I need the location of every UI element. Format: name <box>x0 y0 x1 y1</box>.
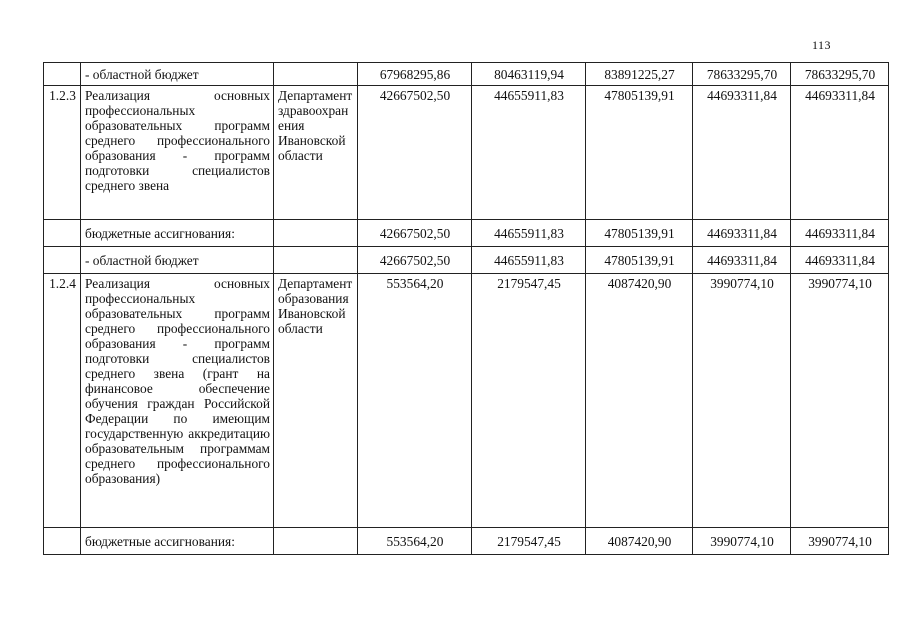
value-cell: 3990774,10 <box>693 528 791 555</box>
row-department <box>274 63 358 86</box>
row-department: Департамент здравоохранения Ивановской области <box>274 86 358 220</box>
table-row <box>44 528 889 555</box>
value-cell: 47805139,91 <box>586 247 693 274</box>
value-cell: 2179547,45 <box>472 274 586 528</box>
value-cell: 4087420,90 <box>586 528 693 555</box>
value-cell: 44693311,84 <box>791 247 889 274</box>
value-cell: 44693311,84 <box>693 86 791 220</box>
budget-table <box>43 62 889 555</box>
value-cell: 44693311,84 <box>693 247 791 274</box>
row-code: 1.2.3 <box>44 86 81 220</box>
value-cell: 2179547,45 <box>472 528 586 555</box>
value-cell: 44693311,84 <box>791 220 889 247</box>
value-cell: 553564,20 <box>358 274 472 528</box>
value-cell: 3990774,10 <box>693 274 791 528</box>
value-cell: 44693311,84 <box>693 220 791 247</box>
row-department <box>274 220 358 247</box>
value-cell: 80463119,94 <box>472 63 586 86</box>
value-cell: 4087420,90 <box>586 274 693 528</box>
value-cell: 67968295,86 <box>358 63 472 86</box>
row-label: Реализация основных профессиональных образовательных программ среднего профессионального образования - программ подготовки специалистов среднего звена <box>81 86 274 220</box>
row-code <box>44 220 81 247</box>
value-cell: 44655911,83 <box>472 86 586 220</box>
value-cell: 78633295,70 <box>693 63 791 86</box>
value-cell: 44655911,83 <box>472 220 586 247</box>
value-cell: 83891225,27 <box>586 63 693 86</box>
row-department: Департамент образования Ивановской области <box>274 274 358 528</box>
value-cell: 47805139,91 <box>586 86 693 220</box>
table-row <box>44 274 889 528</box>
value-cell: 44693311,84 <box>791 86 889 220</box>
row-label: - областной бюджет <box>81 63 274 86</box>
row-code <box>44 528 81 555</box>
value-cell: 42667502,50 <box>358 247 472 274</box>
row-code <box>44 247 81 274</box>
value-cell: 553564,20 <box>358 528 472 555</box>
row-code <box>44 63 81 86</box>
value-cell: 3990774,10 <box>791 274 889 528</box>
row-label: бюджетные ассигнования: <box>81 220 274 247</box>
row-department <box>274 528 358 555</box>
row-label: бюджетные ассигнования: <box>81 528 274 555</box>
row-label: Реализация основных профессиональных образовательных программ среднего профессионального образования - программ подготовки специалистов среднего звена (грант на финансовое обеспечение обучения граждан Российской Федерации по имеющим государственную аккредитацию образовательным программам среднего профессионального образования) <box>81 274 274 528</box>
row-code: 1.2.4 <box>44 274 81 528</box>
value-cell: 3990774,10 <box>791 528 889 555</box>
value-cell: 44655911,83 <box>472 247 586 274</box>
table-row <box>44 220 889 247</box>
row-department <box>274 247 358 274</box>
table-row <box>44 63 889 86</box>
value-cell: 42667502,50 <box>358 220 472 247</box>
row-label: - областной бюджет <box>81 247 274 274</box>
value-cell: 42667502,50 <box>358 86 472 220</box>
value-cell: 78633295,70 <box>791 63 889 86</box>
page-number: 113 <box>812 38 832 52</box>
table-row <box>44 86 889 220</box>
value-cell: 47805139,91 <box>586 220 693 247</box>
table-row <box>44 247 889 274</box>
